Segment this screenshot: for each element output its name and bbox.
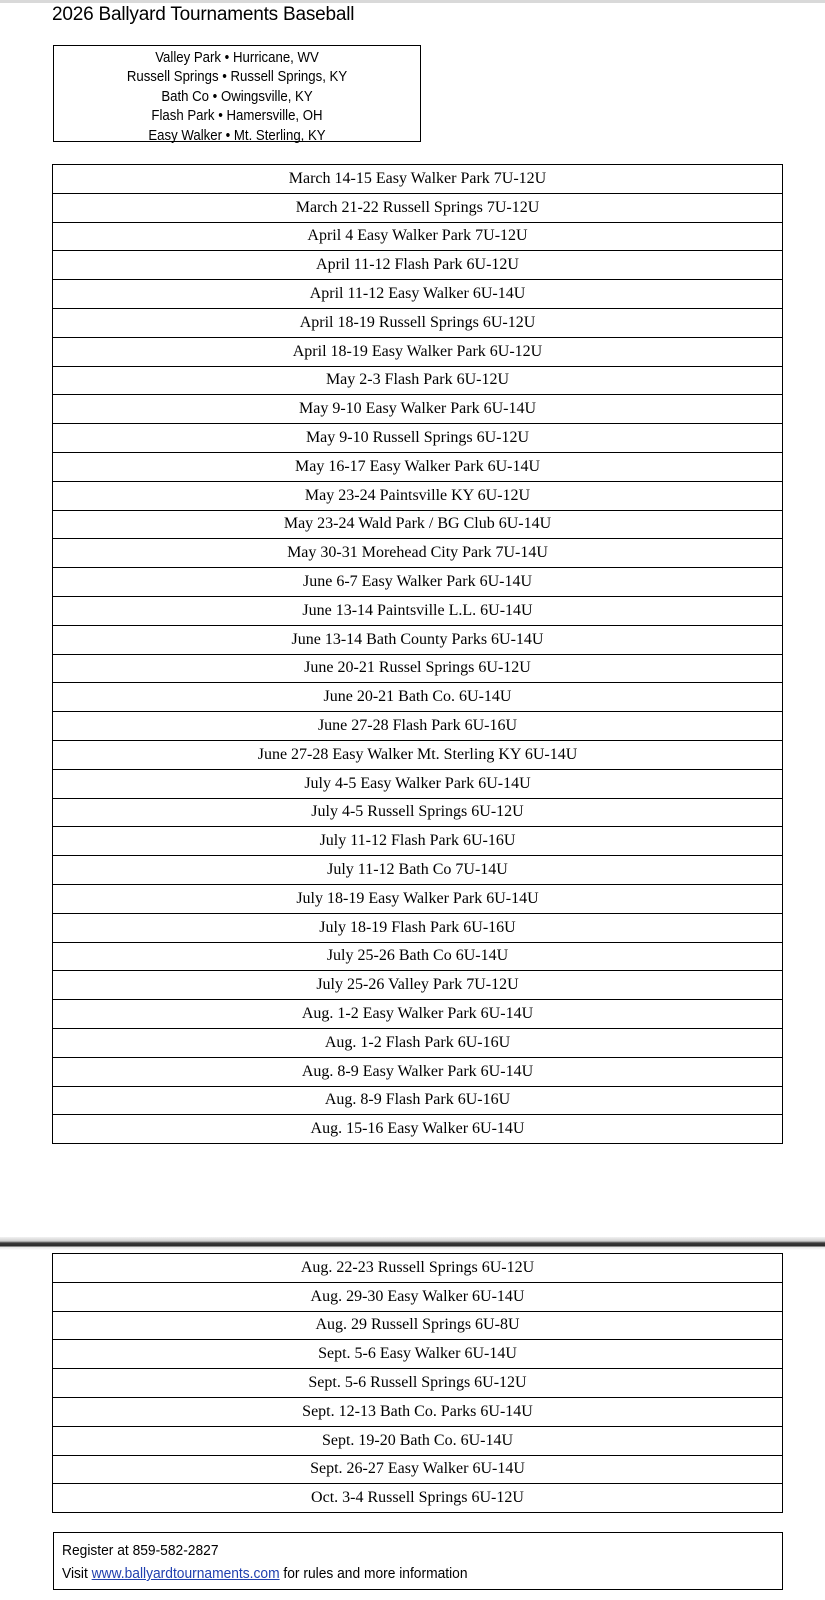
- schedule-row: [53, 165, 783, 194]
- schedule-row: [53, 596, 783, 625]
- schedule-row: [53, 366, 783, 395]
- schedule-entry: May 23-24 Wald Park / BG Club 6U-14U: [53, 510, 783, 539]
- schedule-entry: May 23-24 Paintsville KY 6U-12U: [53, 481, 783, 510]
- schedule-entry: July 11-12 Bath Co 7U-14U: [53, 856, 783, 885]
- schedule-entry: June 6-7 Easy Walker Park 6U-14U: [53, 568, 783, 597]
- schedule-row: [53, 1369, 783, 1398]
- schedule-row: [53, 1028, 783, 1057]
- schedule-row: [53, 510, 783, 539]
- schedule-entry: Aug. 8-9 Easy Walker Park 6U-14U: [53, 1057, 783, 1086]
- schedule-row: [53, 1086, 783, 1115]
- schedule-row: [53, 337, 783, 366]
- schedule-row: [53, 424, 783, 453]
- footer-info-box: [53, 1532, 783, 1590]
- top-divider: [0, 0, 825, 3]
- schedule-entry: Aug. 1-2 Easy Walker Park 6U-14U: [53, 1000, 783, 1029]
- schedule-row: [53, 683, 783, 712]
- schedule-row: [53, 1057, 783, 1086]
- venue-line: Valley Park • Hurricane, WV: [155, 49, 319, 66]
- schedule-entry: July 25-26 Bath Co 6U-14U: [53, 942, 783, 971]
- visit-suffix: for rules and more information: [279, 1565, 468, 1582]
- schedule-row: [53, 280, 783, 309]
- schedule-entry: Aug. 1-2 Flash Park 6U-16U: [53, 1028, 783, 1057]
- venues-box: [53, 45, 421, 142]
- schedule-row: [53, 452, 783, 481]
- schedule-entry: April 18-19 Easy Walker Park 6U-12U: [53, 337, 783, 366]
- schedule-entry: Aug. 29 Russell Springs 6U-8U: [53, 1311, 783, 1340]
- schedule-row: [53, 251, 783, 280]
- schedule-entry: July 18-19 Easy Walker Park 6U-14U: [53, 884, 783, 913]
- schedule-entry: April 11-12 Easy Walker 6U-14U: [53, 280, 783, 309]
- schedule-row: [53, 1397, 783, 1426]
- schedule-table-page-2: [52, 1253, 783, 1513]
- schedule-row: [53, 942, 783, 971]
- schedule-row: [53, 193, 783, 222]
- website-link[interactable]: www.ballyardtournaments.com: [91, 1565, 280, 1582]
- schedule-row: [53, 712, 783, 741]
- schedule-entry: March 21-22 Russell Springs 7U-12U: [53, 193, 783, 222]
- schedule-table-page-1: [52, 164, 783, 1144]
- venue-line: Easy Walker • Mt. Sterling, KY: [148, 126, 326, 144]
- schedule-entry: June 20-21 Russel Springs 6U-12U: [53, 654, 783, 683]
- schedule-entry: June 20-21 Bath Co. 6U-14U: [53, 683, 783, 712]
- schedule-entry: Aug. 15-16 Easy Walker 6U-14U: [53, 1115, 783, 1144]
- schedule-row: [53, 625, 783, 654]
- schedule-row: [53, 1484, 783, 1513]
- schedule-row: [53, 856, 783, 885]
- schedule-row: [53, 798, 783, 827]
- schedule-entry: April 18-19 Russell Springs 6U-12U: [53, 308, 783, 337]
- schedule-row: [53, 1115, 783, 1144]
- schedule-entry: Sept. 19-20 Bath Co. 6U-14U: [53, 1426, 783, 1455]
- venue-line: Russell Springs • Russell Springs, KY: [126, 68, 348, 86]
- schedule-row: [53, 481, 783, 510]
- schedule-entry: June 27-28 Easy Walker Mt. Sterling KY 6U-14U: [53, 740, 783, 769]
- schedule-row: [53, 1254, 783, 1283]
- schedule-row: [53, 884, 783, 913]
- schedule-entry: Aug. 29-30 Easy Walker 6U-14U: [53, 1282, 783, 1311]
- schedule-row: [53, 1426, 783, 1455]
- visit-line: [62, 1562, 717, 1585]
- schedule-entry: July 4-5 Easy Walker Park 6U-14U: [53, 769, 783, 798]
- schedule-row: [53, 1340, 783, 1369]
- schedule-entry: July 18-19 Flash Park 6U-16U: [53, 913, 783, 942]
- register-line: Register at 859-582-2827: [62, 1542, 219, 1559]
- schedule-entry: Aug. 22-23 Russell Springs 6U-12U: [53, 1254, 783, 1283]
- schedule-row: [53, 539, 783, 568]
- schedule-entry: Sept. 5-6 Easy Walker 6U-14U: [53, 1340, 783, 1369]
- schedule-row: [53, 1455, 783, 1484]
- schedule-row: [53, 913, 783, 942]
- schedule-row: [53, 1311, 783, 1340]
- schedule-entry: Aug. 8-9 Flash Park 6U-16U: [53, 1086, 783, 1115]
- schedule-row: [53, 222, 783, 251]
- schedule-row: [53, 568, 783, 597]
- schedule-entry: April 11-12 Flash Park 6U-12U: [53, 251, 783, 280]
- schedule-entry: June 27-28 Flash Park 6U-16U: [53, 712, 783, 741]
- schedule-row: [53, 827, 783, 856]
- schedule-entry: May 30-31 Morehead City Park 7U-14U: [53, 539, 783, 568]
- schedule-row: [53, 1000, 783, 1029]
- schedule-row: [53, 740, 783, 769]
- schedule-entry: April 4 Easy Walker Park 7U-12U: [53, 222, 783, 251]
- visit-prefix: Visit: [62, 1565, 92, 1582]
- schedule-entry: June 13-14 Paintsville L.L. 6U-14U: [53, 596, 783, 625]
- schedule-entry: Oct. 3-4 Russell Springs 6U-12U: [53, 1484, 783, 1513]
- document-title: 2026 Ballyard Tournaments Baseball: [52, 4, 355, 25]
- schedule-entry: Sept. 12-13 Bath Co. Parks 6U-14U: [53, 1397, 783, 1426]
- schedule-entry: July 25-26 Valley Park 7U-12U: [53, 971, 783, 1000]
- schedule-row: [53, 395, 783, 424]
- schedule-row: [53, 971, 783, 1000]
- schedule-row: [53, 308, 783, 337]
- venue-line: Flash Park • Hamersville, OH: [151, 107, 323, 125]
- schedule-entry: July 11-12 Flash Park 6U-16U: [53, 827, 783, 856]
- schedule-entry: June 13-14 Bath County Parks 6U-14U: [53, 625, 783, 654]
- schedule-row: [53, 769, 783, 798]
- page-break-divider: [0, 1237, 825, 1250]
- schedule-entry: May 16-17 Easy Walker Park 6U-14U: [53, 452, 783, 481]
- schedule-row: [53, 1282, 783, 1311]
- schedule-entry: Sept. 26-27 Easy Walker 6U-14U: [53, 1455, 783, 1484]
- schedule-entry: March 14-15 Easy Walker Park 7U-12U: [53, 165, 783, 194]
- schedule-entry: Sept. 5-6 Russell Springs 6U-12U: [53, 1369, 783, 1398]
- schedule-entry: May 9-10 Russell Springs 6U-12U: [53, 424, 783, 453]
- schedule-entry: July 4-5 Russell Springs 6U-12U: [53, 798, 783, 827]
- schedule-row: [53, 654, 783, 683]
- schedule-entry: May 2-3 Flash Park 6U-12U: [53, 366, 783, 395]
- venue-line: Bath Co • Owingsville, KY: [161, 87, 313, 105]
- schedule-entry: May 9-10 Easy Walker Park 6U-14U: [53, 395, 783, 424]
